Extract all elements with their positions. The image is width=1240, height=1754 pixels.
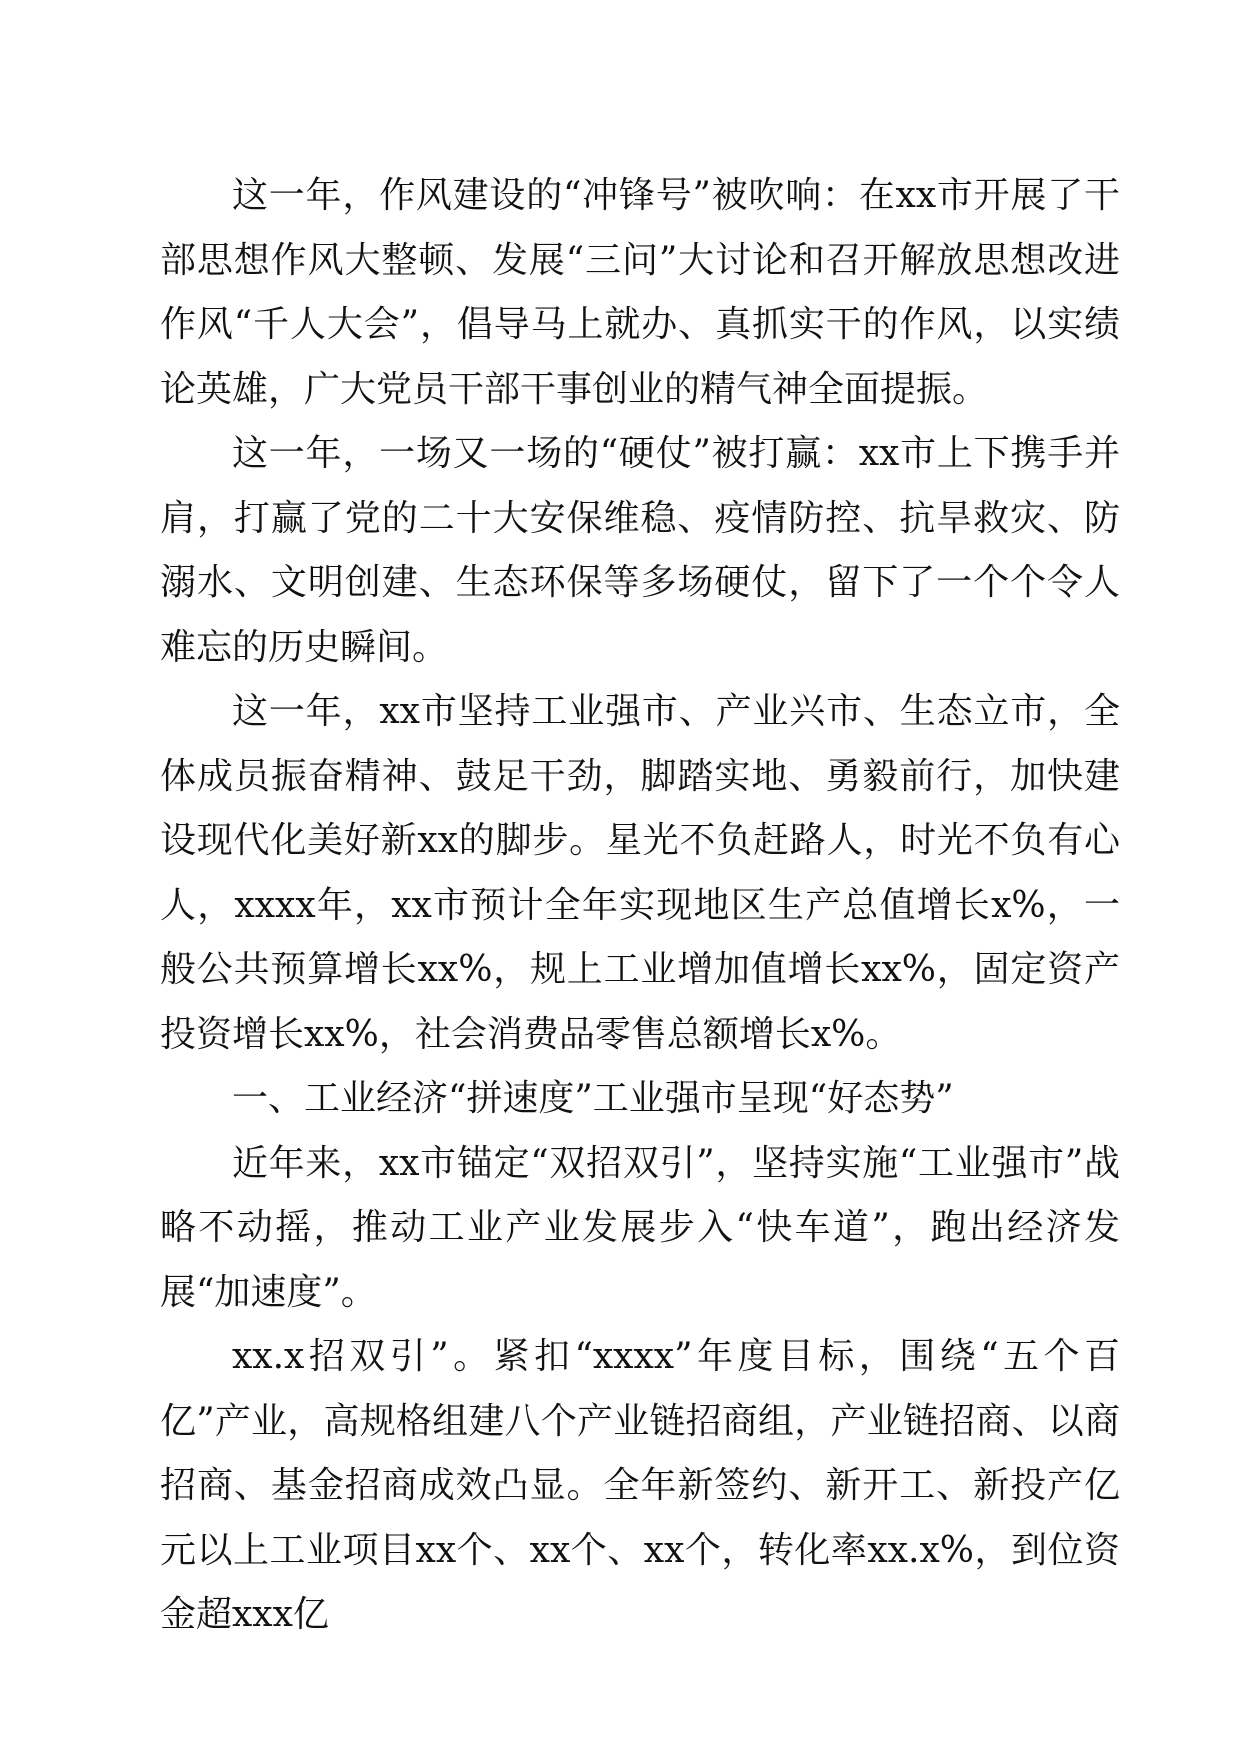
paragraph-1: 这一年，作风建设的“冲锋号”被吹响：在xx市开展了干部思想作风大整顿、发展“三问”大讨论和召开解放思想改进作风“千人大会”，倡导马上就办、真抓实干的作风，以实绩论英雄，广大党员干部干事创业的精气神全面提振。: [160, 175, 1120, 410]
document-body: [160, 164, 1120, 1648]
paragraph-4: 近年来，xx市锚定“双招双引”，坚持实施“工业强市”战略不动摇，推动工业产业发展步入“快车道”，跑出经济发展“加速度”。: [160, 1142, 1120, 1313]
paragraph-5: xx.x招双引”。紧扣“xxxx”年度目标，围绕“五个百亿”产业，高规格组建八个产业链招商组，产业链招商、以商招商、基金招商成效凸显。全年新签约、新开工、新投产亿元以上工业项目xx个、xx个、xx个，转化率xx.x%，到位资金超xxx亿: [160, 1336, 1120, 1635]
paragraph-2: 这一年，一场又一场的“硬仗”被打赢：xx市上下携手并肩，打赢了党的二十大安保维稳、疫情防控、抗旱救灾、防溺水、文明创建、生态环保等多场硬仗，留下了一个个令人难忘的历史瞬间。: [160, 433, 1120, 668]
paragraph-3: 这一年，xx市坚持工业强市、产业兴市、生态立市，全体成员振奋精神、鼓足干劲，脚踏实地、勇毅前行，加快建设现代化美好新xx的脚步。星光不负赶路人，时光不负有心人，xxxx年，xx市预计全年实现地区生产总值增长x%，一般公共预算增长xx%，规上工业增加值增长xx%，固定资产投资增长xx%，社会消费品零售总额增长x%。: [160, 691, 1120, 1055]
section-heading: 一、工业经济“拼速度”工业强市呈现“好态势”: [232, 1078, 954, 1119]
